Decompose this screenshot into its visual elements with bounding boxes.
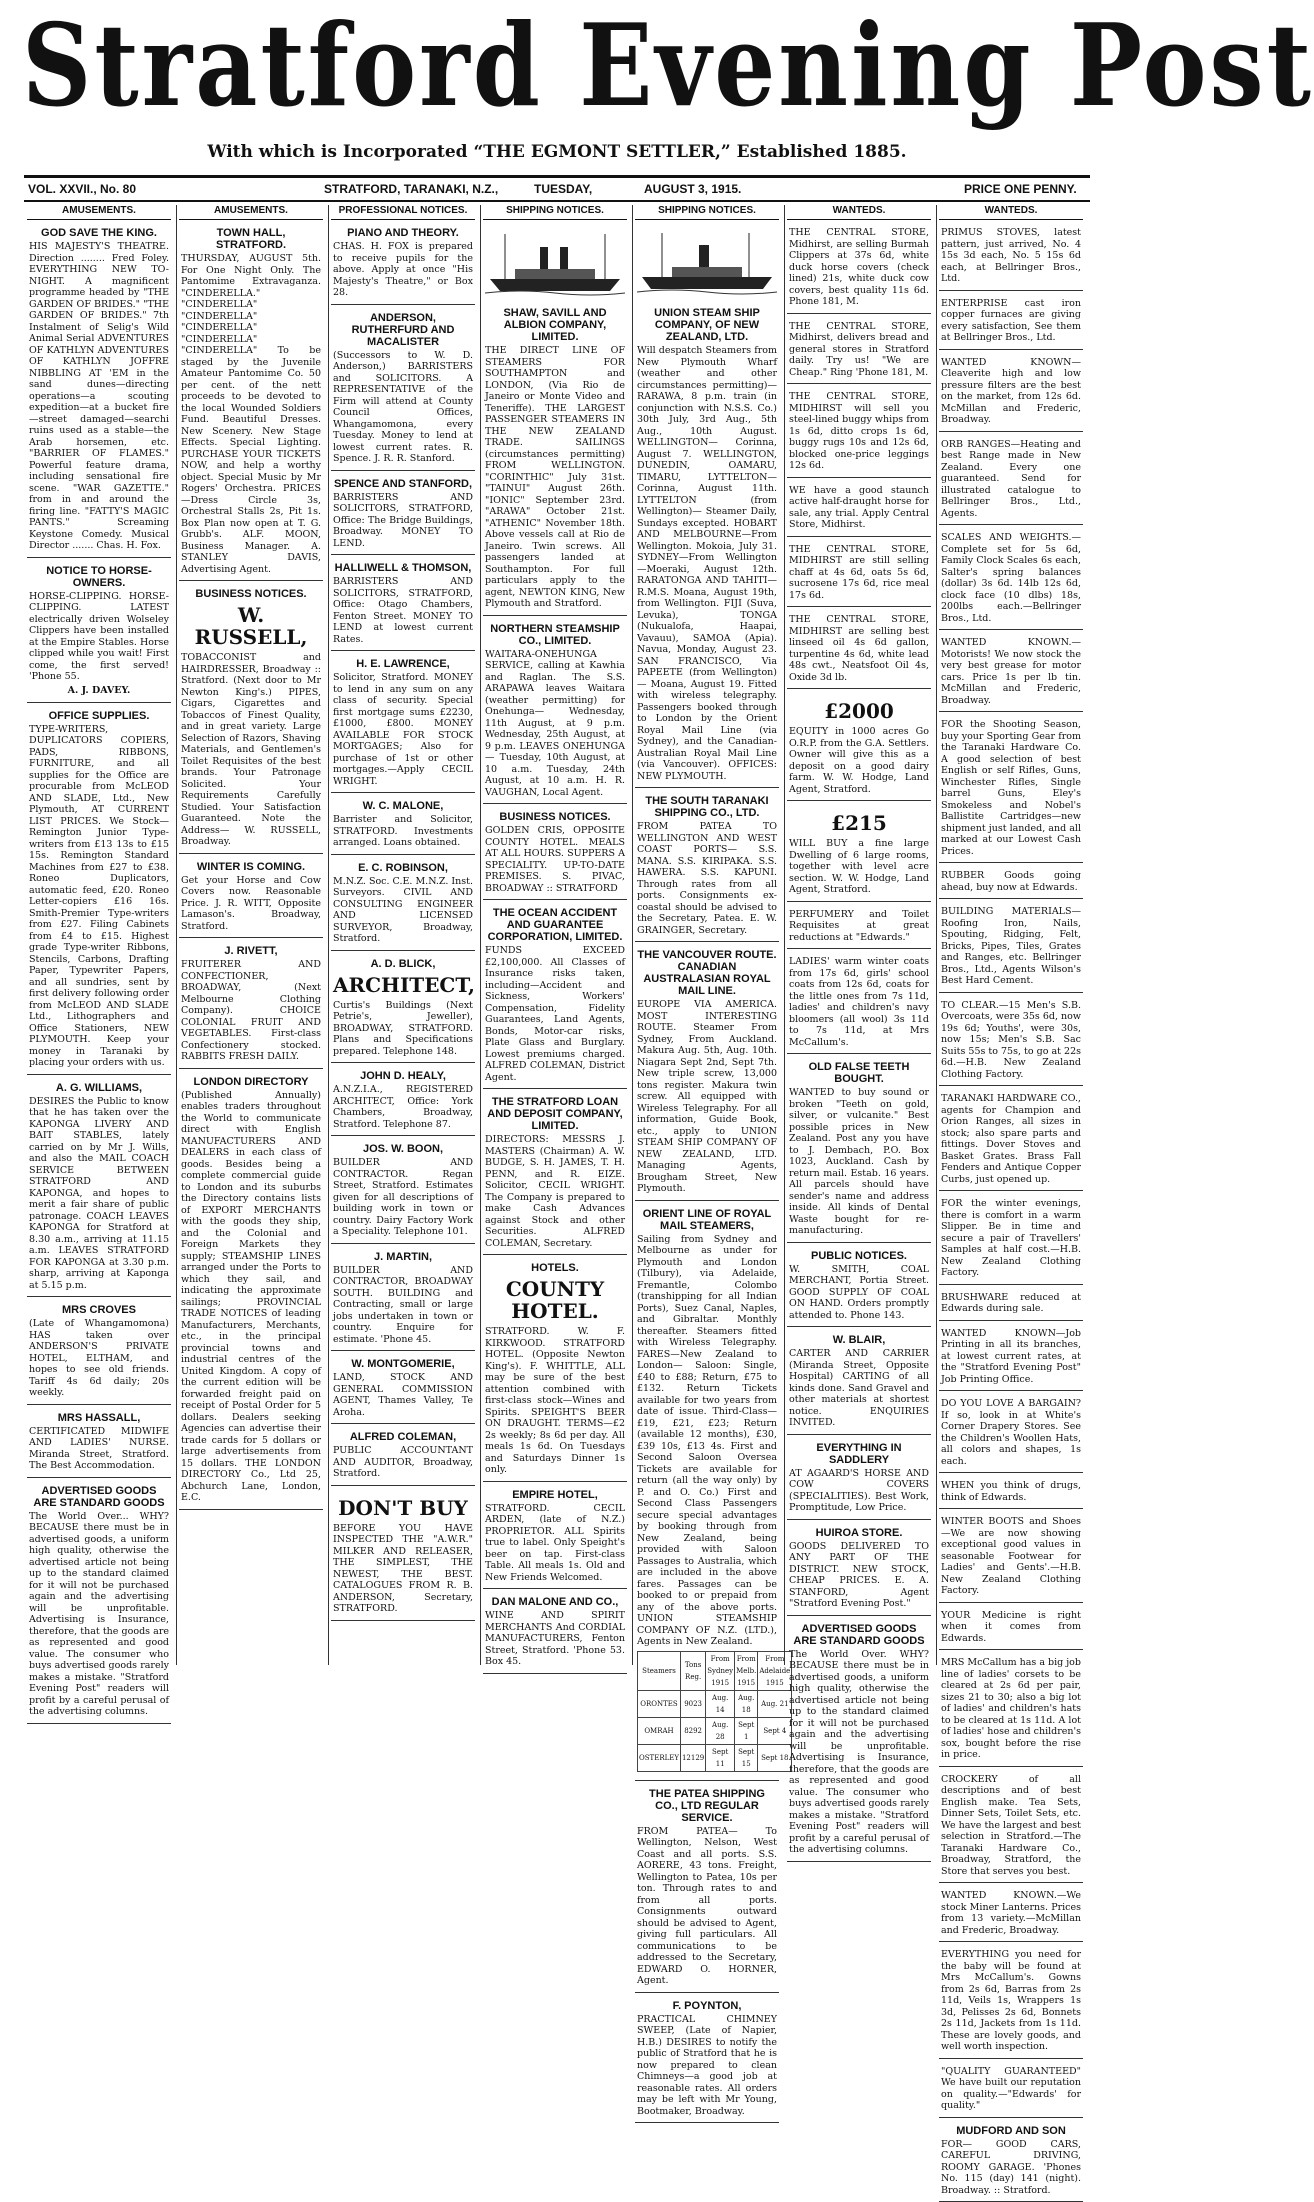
ad-title: MRS HASSALL, (29, 1412, 169, 1424)
column-rule (784, 205, 785, 1665)
advertisement (635, 1785, 779, 1993)
ad-body: THE CENTRAL STORE, Midhirst, are selling Burmah Clippers at 37s 6d, white duck horse covers (check lined) 21s, white duck cow covers, best quality 11s 6d. Phone 181, M. (789, 227, 929, 308)
advertisement (939, 529, 1083, 630)
ad-body: M.N.Z. Soc. C.E. M.N.Z. Inst. Surveyors. CIVIL AND CONSULTING ENGINEER AND LICENSED SURVEYOR, Broadway, Stratford. (333, 876, 473, 945)
advertisement (787, 388, 931, 478)
advertisement (939, 1513, 1083, 1603)
ad-body: THURSDAY, AUGUST 5th. For One Night Only. The Pantomime Extravaganza. "CINDERELLA." "CINDERELLA" "CINDERELLA" "CINDERELLA" "CINDERELLA" "CINDERELLA" To be staged by the Juvenile Amateur Pantomime Co. 50 per cent. of the nett proceeds to be devoted to the local Wounded Soldiers Fund. Beautiful Dresses. New Scenery. New Stage Effects. Special Lighting. PURCHASE YOUR TICKETS NOW, and help a worthy object. Special Music by Mr Rogers' Orchestra. PRICES—Dress Circle 3s, Orchestral Stalls 2s, Pit 1s. Box Plan now open at T. G. Grubb's. ALF. MOON, Business Manager. A. STANLEY DAVIS, Advertising Agent. (181, 253, 321, 575)
advertisement (787, 693, 931, 801)
advertisement (939, 903, 1083, 993)
table-cell: 8292 (680, 1717, 705, 1744)
ad-body: The World Over. WHY? BECAUSE there must be in advertised goods, a uniform high quality, otherwise the advertised article not being up to the standard claimed for it will not be purchased again and the advertising will be unprofitable. Advertising is Insurance, therefore, that the goods are as represented and good value. The consumer who buys advertised goods rarely makes a mistake. "Stratford Evening Post" readers will profit by a careful perusal of the advertising columns. (789, 1649, 929, 1856)
column-heading: SHIPPING NOTICES. (483, 205, 627, 220)
advertisement (939, 1289, 1083, 1321)
ad-display-heading: COUNTY HOTEL. (485, 1278, 625, 1322)
advertisement (27, 1409, 171, 1478)
table-cell: Aug. 21 (758, 1690, 792, 1717)
ad-display-heading: ARCHITECT, (333, 974, 473, 996)
ad-body: FUNDS EXCEED £2,100,000. All Classes of Insurance risks taken, including—Accident and Sickness, Workers' Compensation, Fidelity Guarantees, Land Agents, Bonds, Motor-car risks, Plate Glass and Burglary. Lowest premiums charged. ALFRED COLEMAN, District Agent. (485, 945, 625, 1083)
advertisement (787, 1058, 931, 1243)
ad-title: W. C. MALONE, (333, 800, 473, 812)
advertisement (787, 1524, 931, 1616)
advertisement (331, 1248, 475, 1352)
ad-body: WANTED KNOWN—Job Printing in all its branches, at lowest current rates, at the "Stratford Evening Post" Job Printing Office. (941, 1328, 1081, 1386)
ad-body: WILL BUY a fine large Dwelling of 6 large rooms, together with level acre section. W. W. Hodge, Land Agent, Stratford. (789, 838, 929, 896)
advertisement (939, 1654, 1083, 1767)
ad-body: WINTER BOOTS and Shoes—We are now showing exceptional good values in seasonable Footwear for Ladies' and Gents'.—H.B. New Zealand Clothing Factory. (941, 1516, 1081, 1597)
advertisement (179, 585, 323, 854)
ad-title: W. BLAIR, (789, 1334, 929, 1346)
advertisement (331, 1067, 475, 1136)
ad-body: PERFUMERY and Toilet Requisites at great reductions at "Edwards." (789, 909, 929, 944)
ad-body: WANTED to buy sound or broken "Teeth on gold, silver, or vulcanite." Best possible prices in New Zealand. Post any you have to J. Dembach, P.O. Box 1023, Auckland. Cash by return mail. Estab. 16 years. All parcels should have sender's name and address inside. All kinds of Dental Waste bought for re-manufacturing. (789, 1087, 929, 1237)
ad-body: A.N.Z.I.A., REGISTERED ARCHITECT, Office: York Chambers, Broadway, Stratford. Telephone 87. (333, 1084, 473, 1130)
advertisement (939, 224, 1083, 291)
ad-title: J. MARTIN, (333, 1251, 473, 1263)
advertisement (635, 946, 779, 1201)
advertisement (331, 559, 475, 651)
advertisement (179, 858, 323, 939)
ad-title: MRS CROVES (29, 1304, 169, 1316)
ad-body: CARTER AND CARRIER (Miranda Street, Opposite Hospital) CARTING of all kinds done. Sand Gravel and other materials at shortest notice. ENQUIRIES INVITED. (789, 1348, 929, 1429)
ad-body: DESIRES the Public to know that he has taken over the KAPONGA LIVERY AND BAIT STABLES, lately carried on by Mr J. Wills, and also the MAIL COACH SERVICE BETWEEN STRATFORD AND KAPONGA, and hopes to merit a fair share of public patronage. COACH LEAVES KAPONGA for Stratford at 8.30 a.m., arriving at 11.15 a.m. LEAVES STRATFORD FOR KAPONGA at 3.30 p.m. sharp, arriving at Kaponga at 5.15 p.m. (29, 1096, 169, 1292)
column-rule (328, 205, 329, 1665)
ad-body: MRS McCallum has a big job line of ladies' corsets to be cleared at 2s 6d per pair, sizes 21 to 30; also a big lot of ladies' and children's hats to be cleared at 1s 11d. A lot of ladies' hose and children's sox, bought before the rise in price. (941, 1657, 1081, 1761)
ad-body: ENTERPRISE cast iron copper furnaces are giving every satisfaction, See them at Bellringer Bros., Ltd. (941, 298, 1081, 344)
advertisement (483, 620, 627, 805)
advertisement (635, 224, 779, 788)
advertisement (483, 224, 627, 616)
table-cell: Sept 11 (706, 1744, 735, 1771)
ad-body: TOBACCONIST and HAIRDRESSER, Broadway :: Stratford. (Next door to Mr Newton King's.) PIPES, Cigars, Cigarettes and Tobaccos of Finest Quality, and in great variety. Large Selection of Razors, Shaving Materials, and Gentlemen's Toilet Requisites of the best brands. Your Patronage Solicited. Your Requirements Carefully Studied. Your Satisfaction Guaranteed. Note the Address— W. RUSSELL, Broadway. (181, 652, 321, 848)
ad-title: H. E. LAWRENCE, (333, 658, 473, 670)
ad-body: THE CENTRAL STORE, Midhirst, delivers bread and general stores in Stratford daily. Try us! "We are Cheap." Ring 'Phone 181, M. (789, 321, 929, 379)
advertisement (939, 2122, 1083, 2202)
ad-body: STRATFORD. CECIL ARDEN, (late of N.Z.) PROPRIETOR. ALL Spirits true to label. Only Speight's beer on tap. First-class Table. All meals 1s. Old and New Friends Welcomed. (485, 1503, 625, 1584)
table-header-cell: From Sydney 1915 (706, 1651, 735, 1690)
column-rule (632, 205, 633, 1665)
ad-body: TARANAKI HARDWARE CO., agents for Champion and Orion Ranges, all sizes in stock; also spare parts and fittings. Dover Stoves and Basket Grates. Brass Fall Fenders and Antique Copper Curbs, just opened up. (941, 1093, 1081, 1185)
masthead-title: Stratford Evening Post (22, 2, 1102, 129)
ad-display-heading: £215 (789, 812, 929, 834)
advertisement (331, 655, 475, 793)
ad-body: THE DIRECT LINE OF STEAMERS FOR SOUTHAMPTON and LONDON, (Via Rio de Janeiro or Monte Video and Teneriffe). THE LARGEST PASSENGER STEAMERS IN THE NEW ZEALAND TRADE. SAILINGS (circumstances permitting) FROM WELLINGTON. "CORINTHIC" July 31st. "TAINUI" August 26th. "IONIC" September 23rd. "ARAWA" October 21st. "ATHENIC" November 18th. Above vessels call at Rio de Janeiro. Twin screws. All passengers landed at Southampton. For full particulars apply to the agent, NEWTON KING, New Plymouth and Stratford. (485, 345, 625, 610)
ad-body: CHAS. H. FOX is prepared to receive pupils for the above. Apply at once "His Majesty's Theatre," or Box 28. (333, 241, 473, 299)
ad-body: LAND, STOCK AND GENERAL COMMISSION AGENT, Thames Valley, Te Aroha. (333, 1372, 473, 1418)
advertisement (331, 475, 475, 556)
table-cell: Aug. 28 (706, 1717, 735, 1744)
column-3 (331, 205, 475, 1665)
advertisement (27, 1079, 171, 1298)
column-6 (787, 205, 931, 1665)
ad-body: HIS MAJESTY'S THEATRE. Direction ........ Fred Foley. EVERYTHING NEW TO-NIGHT. A magnificent programme headed by "THE GARDEN OF BRIDES." "THE GARDEN OF BRIDES." 7th Instalment of Selig's Wild Animal Serial ADVENTURES OF KATHLYN ADVENTURES OF KATHLYN JOFFRE NIBBLING AT 'EM in the sand dunes—directing operations—a scouting expedition—at a bucket fire—street damaged—searchi ruins used as a stable—the Arab horsemen, etc. "BARRIER OF FLAMES." Powerful feature drama, including sensational fire scene. "WAR GAZETTE." from in and around the firing line. "FATTY'S MAGIC PANTS." Screaming Keystone Comedy. Musical Director ....... Chas. H. Fox. (29, 241, 169, 552)
table-cell: Sept 15 (735, 1744, 758, 1771)
ad-title: MUDFORD AND SON (941, 2125, 1081, 2137)
dateline-day: TUESDAY, (534, 182, 592, 196)
advertisement (787, 224, 931, 314)
table-header-cell: Tons Reg. (680, 1651, 705, 1690)
advertisement (331, 1355, 475, 1424)
column-7 (939, 205, 1083, 1665)
ad-title: THE SOUTH TARANAKI SHIPPING CO., LTD. (637, 795, 777, 819)
advertisement (939, 1607, 1083, 1651)
ad-body: Will despatch Steamers from New Plymouth Wharf (weather and other circumstances permitting)— RARAWA, 8 p.m. train (in conjunction with N.S.S. Co.) 30th July, 3rd Aug., 5th Aug., 10th August. WELLINGTON— Corinna, August 7. WELLINGTON, DUNEDIN, OAMARU, TIMARU, LYTTELTON— Corinna, August 11th. LYTTELTON (from Wellington)— Steamer Daily, Sundays excepted. HOBART AND MELBOURNE—From Wellington. Mokoia, July 31. SYDNEY—From Wellington—Moeraki, August 12th. RARATONGA AND TAHITI— R.M.S. Moana, August 19th, from Wellington. FIJI (Suva, Levuka), TONGA (Nukualofa, Haapai, Vavauu), SAMOA (Apia). Navua, Monday, August 23. SAN FRANCISCO, Via PAPEETE (from Wellington)— Moana, August 19. Fitted with wireless telegraphy. Passengers booked through to London by the Orient Royal Mail Line (via Sydney), and the Canadian-Australian Royal Mail Line (via Vancouver). OFFICES: NEW PLYMOUTH. (637, 345, 777, 782)
advertisement (483, 1486, 627, 1590)
advertisement (331, 859, 475, 951)
advertisement (787, 482, 931, 537)
steamship-illustration (485, 229, 625, 299)
column-heading: WANTEDS. (939, 205, 1083, 220)
ad-body: Barrister and Solicitor, STRATFORD. Investments arranged. Loans obtained. (333, 814, 473, 849)
table-cell: 12129 (680, 1744, 705, 1771)
ad-title: SHAW, SAVILL AND ALBION COMPANY, LIMITED. (485, 307, 625, 343)
advertisement (939, 1395, 1083, 1473)
volume-number: VOL. XXVII., No. 80 (28, 182, 136, 196)
advertisement (939, 1771, 1083, 1884)
ad-body: THE CENTRAL STORE, MIDHIRST are selling best linseed oil 4s 6d gallon, turpentine 4s 6d, white lead 48s cwt., Neatsfoot Oil 4s, Oxide 3d lb. (789, 614, 929, 683)
dateline (24, 175, 1090, 202)
table-cell: Sept 4 (758, 1717, 792, 1744)
ad-body: THE CENTRAL STORE, MIDHIRST are still selling chaff at 4s 6d, oats 5s 6d, sucrosene 17s 6d, rice meal 17s 6d. (789, 544, 929, 602)
column-2 (179, 205, 323, 1665)
masthead-subtitle: With which is Incorporated “THE EGMONT SETTLER,” Established 1885. (0, 142, 1114, 162)
price: PRICE ONE PENNY. (964, 182, 1077, 196)
advertisement (27, 562, 171, 703)
advertisement (331, 1490, 475, 1621)
ad-title: TOWN HALL, STRATFORD. (181, 227, 321, 251)
ad-body: WANTED KNOWN.—Motorists! We now stock the very best grease for motor cars. Price 1s per lb tin. McMillan and Frederic, Broadway. (941, 637, 1081, 706)
ad-body: FOR— GOOD CARS, CAREFUL DRIVING, ROOMY GARAGE. 'Phones No. 115 (day) 141 (night). Broadway. :: Stratford. (941, 2139, 1081, 2197)
ad-title: ANDERSON, RUTHERFURD AND MACALISTER (333, 312, 473, 348)
ad-body: BUILDING MATERIALS—Roofing Iron, Nails, Spouting, Ridging, Felt, Bricks, Pipes, Tiles, Grates and Ranges, etc. Bellringer Bros., Ltd., Agents Wilson's Best Hard Cement. (941, 906, 1081, 987)
advertisement (331, 1428, 475, 1486)
column-rule (480, 205, 481, 1665)
advertisement (27, 1482, 171, 1724)
ad-body: WANTED KNOWN—Cleaverite high and low pressure filters are the best on the market, from 12s 6d. McMillan and Frederic, Broadway. (941, 357, 1081, 426)
advertisement (331, 797, 475, 855)
ad-body: THE CENTRAL STORE, MIDHIRST will sell you steel-lined buggy whips from 1s 6d, ditto crops 1s 6d, buggy rugs 10s and 12s 6d, blocked one-price leggings 12s 6d. (789, 391, 929, 472)
ad-body: BRUSHWARE reduced at Edwards during sale. (941, 1292, 1081, 1315)
ad-title: A. G. WILLIAMS, (29, 1082, 169, 1094)
advertisement (483, 1593, 627, 1674)
advertisement (787, 1439, 931, 1520)
advertisement (331, 1140, 475, 1244)
column-heading: AMUSEMENTS. (179, 205, 323, 220)
ad-title: THE VANCOUVER ROUTE. CANADIAN AUSTRALASIAN ROYAL MAIL LINE. (637, 949, 777, 997)
ad-body: Curtis's Buildings (Next Petrie's, Jeweller), BROADWAY, STRATFORD. Plans and Specifications prepared. Telephone 148. (333, 1000, 473, 1058)
advertisement (787, 611, 931, 689)
ad-body: WAITARA-ONEHUNGA SERVICE, calling at Kawhia and Raglan. The S.S. ARAPAWA leaves Waitara (weather permitting) for Onehunga— Wednesday, 11th August, at 9 p.m. Wednesday, 25th August, at 9 p.m. LEAVES ONEHUNGA— Tuesday, 10th August, at 10 a.m. Tuesday, 24th August, at 10 a.m. H. R. VAUGHAN, Local Agent. (485, 649, 625, 799)
advertisement (939, 2063, 1083, 2118)
table-cell: OSTERLEY (638, 1744, 681, 1771)
ad-title: J. RIVETT, (181, 945, 321, 957)
advertisement (27, 224, 171, 558)
column-heading: WANTEDS. (787, 205, 931, 220)
ad-title: LONDON DIRECTORY (181, 1076, 321, 1088)
dateline-date: AUGUST 3, 1915. (644, 182, 741, 196)
column-1 (27, 205, 171, 1665)
ad-body: GOLDEN CRIS, OPPOSITE COUNTY HOTEL. MEALS AT ALL HOURS. SUPPERS A SPECIALITY. UP-TO-DATE PREMISES. S. PIVAC, BROADWAY :: STRATFORD (485, 825, 625, 894)
advertisement (331, 955, 475, 1064)
masthead (0, 0, 1114, 175)
ad-body: ORB RANGES—Heating and best Range made in New Zealand. Every one guaranteed. Send for illustrated catalogue to Bellringer Bros., Ltd., Agents. (941, 439, 1081, 520)
table-cell: Aug. 18 (735, 1690, 758, 1717)
ad-body: BUILDER AND CONTRACTOR, BROADWAY SOUTH. BUILDING and Contracting, small or large jobs undertaken in town or country. Enquire for estimate. 'Phone 45. (333, 1265, 473, 1346)
advertisement (939, 295, 1083, 350)
advertisement (635, 1205, 779, 1781)
ad-body: FOR the Shooting Season, buy your Sporting Gear from the Taranaki Hardware Co. A good selection of best English or self Rifles, Guns, Winchester Rifles, Single barrel Guns, Eley's Smokeless and Nobel's Ballistite Cartridges—new shipment just landed, and all marked at our Lowest Cash Prices. (941, 719, 1081, 857)
advertisement (787, 318, 931, 385)
sailings-table (637, 1651, 792, 1772)
ad-body: CERTIFICATED MIDWIFE AND LADIES' NURSE. Miranda Street, Stratford. The Best Accommodation. (29, 1426, 169, 1472)
ad-title: A. D. BLICK, (333, 958, 473, 970)
column-4 (483, 205, 627, 1665)
ad-title: THE PATEA SHIPPING CO., LTD REGULAR SERVICE. (637, 1788, 777, 1824)
ad-title: EVERYTHING IN SADDLERY (789, 1442, 929, 1466)
ad-title: ADVERTISED GOODS ARE STANDARD GOODS (789, 1623, 929, 1647)
ad-body: (Successors to W. D. Anderson,) BARRISTERS and SOLICITORS. A REPRESENTATIVE of the Firm will attend at County Council Offices, Whangamomona, every Tuesday. Money to lend at lowest current rates. R. Spence. J. R. R. Stanford. (333, 350, 473, 465)
ad-title: JOHN D. HEALY, (333, 1070, 473, 1082)
column-area (24, 205, 1090, 1665)
ad-title: DAN MALONE AND CO., (485, 1596, 625, 1608)
advertisement (787, 1620, 931, 1862)
column-rule (176, 205, 177, 1665)
ad-body: WHEN you think of drugs, think of Edwards. (941, 1480, 1081, 1503)
advertisement (483, 904, 627, 1089)
table-cell: OMRAH (638, 1717, 681, 1744)
ad-body: PUBLIC ACCOUNTANT AND AUDITOR, Broadway, Stratford. (333, 1445, 473, 1480)
table-cell: 9023 (680, 1690, 705, 1717)
table-cell: Sept 1 (735, 1717, 758, 1744)
ad-body: "QUALITY GUARANTEED" We have built our reputation on quality.—"Edwards' for quality." (941, 2066, 1081, 2112)
ad-title: ALFRED COLEMAN, (333, 1431, 473, 1443)
advertisement (27, 707, 171, 1075)
advertisement (179, 224, 323, 581)
table-header-cell: From Adelaide 1915 (758, 1651, 792, 1690)
column-5 (635, 205, 779, 1665)
ad-display-heading: DON'T BUY (333, 1497, 473, 1519)
ad-signature: A. J. DAVEY. (29, 685, 169, 697)
advertisement (939, 997, 1083, 1087)
ad-body: TO CLEAR.—15 Men's S.B. Overcoats, were 35s 6d, now 19s 6d; Youths', were 30s, now 15s; Men's S.B. Sac Suits 55s to 75s, to go at 22s 6d.—H.B. New Zealand Clothing Factory. (941, 1000, 1081, 1081)
ad-body: (Late of Whangamomona) HAS taken over ANDERSON'S PRIVATE HOTEL, ELTHAM, and hopes to see old friends. Tariff 4s 6d daily; 20s weekly. (29, 1318, 169, 1399)
ad-title: SPENCE AND STANFORD, (333, 478, 473, 490)
ad-title: OFFICE SUPPLIES. (29, 710, 169, 722)
ad-body: YOUR Medicine is right when it comes from Edwards. (941, 1610, 1081, 1645)
advertisement (787, 541, 931, 608)
ad-body: PRIMUS STOVES, latest pattern, just arrived, No. 4 15s 3d each, No. 5 15s 6d each, at Bellringer Bros., Ltd. (941, 227, 1081, 285)
advertisement (939, 354, 1083, 432)
ad-title: JOS. W. BOON, (333, 1143, 473, 1155)
advertisement (939, 1946, 1083, 2059)
ad-body: BARRISTERS AND SOLICITORS, STRATFORD, Office: The Bridge Buildings, Broadway. MONEY TO LEND. (333, 492, 473, 550)
ad-title: ORIENT LINE OF ROYAL MAIL STEAMERS, (637, 1208, 777, 1232)
ad-title: HUIROA STORE. (789, 1527, 929, 1539)
advertisement (787, 805, 931, 902)
column-rule (936, 205, 937, 1665)
advertisement (179, 942, 323, 1069)
ad-body: AT AGAARD'S HORSE AND COW COVERS (SPECIALITIES). Best Work, Promptitude, Low Price. (789, 1468, 929, 1514)
ad-title: ADVERTISED GOODS ARE STANDARD GOODS (29, 1485, 169, 1509)
ad-title: THE STRATFORD LOAN AND DEPOSIT COMPANY, LIMITED. (485, 1096, 625, 1132)
ad-title: NORTHERN STEAMSHIP CO., LIMITED. (485, 623, 625, 647)
dateline-place: STRATFORD, TARANAKI, N.Z., (324, 182, 498, 196)
advertisement (939, 716, 1083, 863)
advertisement (27, 1301, 171, 1405)
table-cell: ORONTES (638, 1690, 681, 1717)
ad-body: HORSE-CLIPPING. HORSE-CLIPPING. LATEST electrically driven Wolseley Clippers have been installed at the Empire Stables. Horse clipped while you wait! First come, the first served! 'Phone 55. (29, 591, 169, 683)
table-header-cell: Steamers (638, 1651, 681, 1690)
ad-title: HALLIWELL & THOMSON, (333, 562, 473, 574)
table-header-cell: From Melb. 1915 (735, 1651, 758, 1690)
ad-body: EUROPE VIA AMERICA. MOST INTERESTING ROUTE. Steamer From Sydney, From Auckland. Makura Aug. 5th, Aug. 10th. Niagara Sept 2nd, Sept 7th. New triple screw, 13,000 tons register. Makura twin screw. All equipped with Wireless Telegraphy. For all information, Guide Book, etc., apply to UNION STEAM SHIP COMPANY OF NEW ZEALAND, LTD. Managing Agents, Brougham Street, New Plymouth. (637, 999, 777, 1195)
ad-title: UNION STEAM SHIP COMPANY, OF NEW ZEALAND, LTD. (637, 307, 777, 343)
ad-body: LADIES' warm winter coats from 17s 6d, girls' school coats from 12s 6d, coats for the little ones from 7s 11d, ladies' and children's navy bloomers (all wool) 3s 11d to 7s 11d, at Mrs McCallum's. (789, 956, 929, 1048)
ad-body: BUILDER AND CONTRACTOR. Regan Street, Stratford. Estimates given for all descriptions of building work in town or country. Dairy Factory Work a Speciality. Telephone 101. (333, 1157, 473, 1238)
ad-body: DIRECTORS: MESSRS J. MASTERS (Chairman) A. W. BUDGE, S. H. JAMES, T. H. PENN, and R. EIZE. Solicitor, CECIL WRIGHT. The Company is prepared to make Cash Advances against Stock and other Securities. ALFRED COLEMAN, Secretary. (485, 1134, 625, 1249)
ad-title: WINTER IS COMING. (181, 861, 321, 873)
ad-title: PIANO AND THEORY. (333, 227, 473, 239)
advertisement (635, 792, 779, 942)
ad-body: WANTED KNOWN.—We stock Miner Lanterns. Prices from 13 variety.—McMillan and Frederic, Broadway. (941, 1890, 1081, 1936)
advertisement (939, 1887, 1083, 1942)
ad-title: HOTELS. (485, 1262, 625, 1274)
ad-title: W. MONTGOMERIE, (333, 1358, 473, 1370)
ad-title: F. POYNTON, (637, 2000, 777, 2012)
advertisement (331, 224, 475, 305)
ad-title: OLD FALSE TEETH BOUGHT. (789, 1061, 929, 1085)
advertisement (787, 953, 931, 1054)
ad-body: EVERYTHING you need for the baby will be found at Mrs McCallum's. Gowns from 2s 6d, Barras from 2s 11d, Veils 1s, Wrappers 1s 3d, Pelisses 2s 6d, Bonnets 2s 11d, Jackets from 1s 11d. These are lovely goods, and well worth inspection. (941, 1949, 1081, 2053)
ad-title: THE OCEAN ACCIDENT AND GUARANTEE CORPORATION, LIMITED. (485, 907, 625, 943)
advertisement (939, 1477, 1083, 1509)
ad-body: BEFORE YOU HAVE INSPECTED THE "A.W.R." MILKER AND RELEASER, THE SIMPLEST, THE NEWEST, THE BEST. CATALOGUES FROM R. B. ANDERSON, Secretary, STRATFORD. (333, 1523, 473, 1615)
ad-body: FROM PATEA TO WELLINGTON AND WEST COAST PORTS— S.S. MANA. S.S. KIRIPAKA. S.S. HAWERA. S.S. KAPUNI. Through rates from all ports. Consignments ex-coastal should be advised to the Secretary, Patea. E. W. GRAINGER, Secretary. (637, 821, 777, 936)
advertisement (939, 634, 1083, 712)
ad-body: RUBBER Goods going ahead, buy now at Edwards. (941, 870, 1081, 893)
advertisement (635, 1997, 779, 2124)
advertisement (787, 906, 931, 950)
ad-body: FROM PATEA— To Wellington, Nelson, West Coast and all ports. S.S. AORERE, 43 tons. Freight, Wellington to Patea, 10s per ton. Through rates to and from all ports. Consignments outward should be advised to Agent, giving full particulars. All communications to be addressed to the Secretary, EDWARD O. HORNER, Agent. (637, 1826, 777, 1987)
ad-title: GOD SAVE THE KING. (29, 227, 169, 239)
ad-body: STRATFORD. W. F. KIRKWOOD. STRATFORD HOTEL. (Opposite Newton King's). F. WHITTLE, ALL may be sure of the best attention combined with first-class stock—Wines and Spirits. SPEIGHT'S BEER ON DRAUGHT. TERMS—£2 2s weekly; 8s 6d per day. All meals 1s 6d. On Tuesdays and Saturdays Dinner 1s only. (485, 1326, 625, 1476)
ad-body: Sailing from Sydney and Melbourne as under for Plymouth and London (Tilbury), via Adelaide, Fremantle, Colombo (transhipping for all Indian Ports), Suez Canal, Naples, and Gibraltar. Monthly thereafter. Steamers fitted with Wireless Telegraphy. FARES—New Zealand to London— Saloon: Single, £40 to £88; Return, £75 to £132. Return Tickets available for two years from date of issue. Third-Class—£19, £21, £23; Return (available 12 months), £30, £39 10s, £13 4s. First and Second Saloon Oversea Tickets are available for return (all the way only) by P. and O. Co.) First and Second Class Passengers secure special advantages by booking through from New Zealand, being provided with Saloon Passages to Australia, which are included in the above fares. Passages can be booked to or prepaid from any of the above ports. UNION STEAMSHIP COMPANY OF N.Z. (LTD.), Agents in New Zealand. (637, 1234, 777, 1648)
ad-body: TYPE-WRITERS, DUPLICATORS COPIERS, PADS, RIBBONS, FURNITURE, and all supplies for the Office are procurable from McLEOD AND SLADE, Ltd., New Plymouth, AT CURRENT LIST PRICES. We Stock—Remington Junior Type-writers from £13 13s to £15 15s. Remington Standard Machines from £27 to £38. Roneo Duplicators, automatic feed, £20. Roneo Letter-copiers £16 16s. Smith-Premier Type-writers from £27. Filing Cabinets from £4 to £15. Highest grade Type-writer Ribbons, Stencils, Carbons, Drafting Paper, Typewriter Papers, and all sundries, sent by first delivery following order from McLEOD AND SLADE Ltd., Lithographers and Office Stationers, NEW PLYMOUTH. Keep your money in Taranaki by placing your orders with us. (29, 724, 169, 1069)
ad-body: W. SMITH, COAL MERCHANT, Portia Street. GOOD SUPPLY OF COAL ON HAND. Orders promptly attended to. Phone 143. (789, 1264, 929, 1322)
ad-body: PRACTICAL CHIMNEY SWEEP, (Late of Napier, H.B.) DESIRES to notify the public of Stratford that he is now prepared to clean Chimneys—a good job at reasonable rates. All orders may be left with Mr Young, Bootmaker, Broadway. (637, 2014, 777, 2118)
ad-body: GOODS DELIVERED TO ANY PART OF THE DISTRICT. NEW STOCK, CHEAP PRICES. E. A. STANFORD, Agent "Stratford Evening Post." (789, 1541, 929, 1610)
column-heading: SHIPPING NOTICES. (635, 205, 779, 220)
ad-body: FRUITERER AND CONFECTIONER, BROADWAY, (Next Melbourne Clothing Company). CHOICE COLONIAL FRUIT AND VEGETABLES. First-class Confectionery stocked. RABBITS FRESH DAILY. (181, 959, 321, 1063)
ad-display-heading: W. RUSSELL, (181, 604, 321, 648)
advertisement (787, 1331, 931, 1435)
advertisement (331, 309, 475, 471)
ad-title: E. C. ROBINSON, (333, 862, 473, 874)
ad-title: EMPIRE HOTEL, (485, 1489, 625, 1501)
table-row (638, 1717, 792, 1744)
table-row (638, 1744, 792, 1771)
advertisement (483, 1093, 627, 1255)
ad-body: DO YOU LOVE A BARGAIN? If so, look in at White's Corner Drapery Stores. See the Children's Woollen Hats, all colors and shapes, 1s each. (941, 1398, 1081, 1467)
advertisement (787, 1247, 931, 1328)
ad-display-heading: £2000 (789, 700, 929, 722)
column-heading: AMUSEMENTS. (27, 205, 171, 220)
ad-title: NOTICE TO HORSE-OWNERS. (29, 565, 169, 589)
ad-title: BUSINESS NOTICES. (485, 811, 625, 823)
advertisement (939, 1090, 1083, 1191)
ad-body: (Published Annually) enables traders throughout the World to communicate direct with English MANUFACTURERS AND DEALERS in each class of goods. Besides being a complete commercial guide to London and its suburbs the Directory contains lists of EXPORT MERCHANTS with the goods they ship, and the Colonial and Foreign Markets they supply; STEAMSHIP LINES arranged under the Ports to which they sail, and indicating the approximate sailings; PROVINCIAL TRADE NOTICES of leading Manufacturers, Merchants, etc., in the principal provincial towns and industrial centres of the United Kingdom. A copy of the current edition will be forwarded freight paid on receipt of Postal Order for 5 dollars. Dealers seeking Agencies can advertise their trade cards for 5 dollars or large advertisements from 15 dollars. THE LONDON DIRECTORY Co., Ltd 25, Abchurch Lane, London, E.C. (181, 1090, 321, 1504)
steamship-illustration (637, 229, 777, 299)
advertisement (939, 436, 1083, 526)
ad-body: FOR the winter evenings, there is comfort in a warm Slipper. Be in time and secure a pair of Travellers' Samples at half cost.—H.B. New Zealand Clothing Factory. (941, 1198, 1081, 1279)
ad-title: BUSINESS NOTICES. (181, 588, 321, 600)
ad-body: CROCKERY of all descriptions and of best English make. Tea Sets, Dinner Sets, Toilet Sets, etc. We have the largest and best selection in Stratford.—The Taranaki Hardware Co., Broadway, Stratford, the Store that serves you best. (941, 1774, 1081, 1878)
ad-body: WE have a good staunch active half-draught horse for sale, any trial. Apply Central Store, Midhirst. (789, 485, 929, 531)
table-cell: Sept 18 (758, 1744, 792, 1771)
ad-body: BARRISTERS AND SOLICITORS, STRATFORD, Office: Otago Chambers, Fenton Street. MONEY TO LEND at lowest current Rates. (333, 576, 473, 645)
advertisement (179, 1073, 323, 1510)
advertisement (939, 867, 1083, 899)
advertisement (483, 808, 627, 900)
ad-title: PUBLIC NOTICES. (789, 1250, 929, 1262)
advertisement (939, 1195, 1083, 1285)
ad-body: Get your Horse and Cow Covers now. Reasonable Price. J. R. WITT, Opposite Lamason's. Broadway, Stratford. (181, 875, 321, 933)
table-cell: Aug. 14 (706, 1690, 735, 1717)
ad-body: SCALES AND WEIGHTS.—Complete set for 5s 6d, Family Clock Scales 6s each, Salter's spring balances (dollar) 3s 6d. 14lb 12s 6d, clock face (10 dlbs) 18s, 200lbs each.—Bellringer Bros., Ltd. (941, 532, 1081, 624)
advertisement (939, 1325, 1083, 1392)
ad-body: EQUITY in 1000 acres Go O.R.P. from the G.A. Settlers. Owner will give this as a deposit on a good dairy farm. W. W. Hodge, Land Agent, Stratford. (789, 726, 929, 795)
table-row (638, 1690, 792, 1717)
advertisement (483, 1259, 627, 1482)
ad-body: WINE AND SPIRIT MERCHANTS And CORDIAL MANUFACTURERS, Fenton Street, Stratford. 'Phone 53. Box 45. (485, 1610, 625, 1668)
ad-body: The World Over... WHY? BECAUSE there must be in advertised goods, a uniform high quality, otherwise the advertised article not being up to the standard claimed for it will not be purchased again and the advertising will be unprofitable. Advertising is Insurance, therefore, that the goods are as represented and good value. The consumer who buys advertised goods rarely makes a mistake. "Stratford Evening Post" readers will profit by a careful perusal of the advertising columns. (29, 1511, 169, 1718)
column-heading: PROFESSIONAL NOTICES. (331, 205, 475, 220)
ad-body: Solicitor, Stratford. MONEY to lend in any sum on any class of security. Special first mortgage sums £2230, £1000, £800. MONEY AVAILABLE FOR STOCK MORTGAGES; Also for purchase of 1st or other mortgages.—Apply CECIL WRIGHT. (333, 672, 473, 787)
